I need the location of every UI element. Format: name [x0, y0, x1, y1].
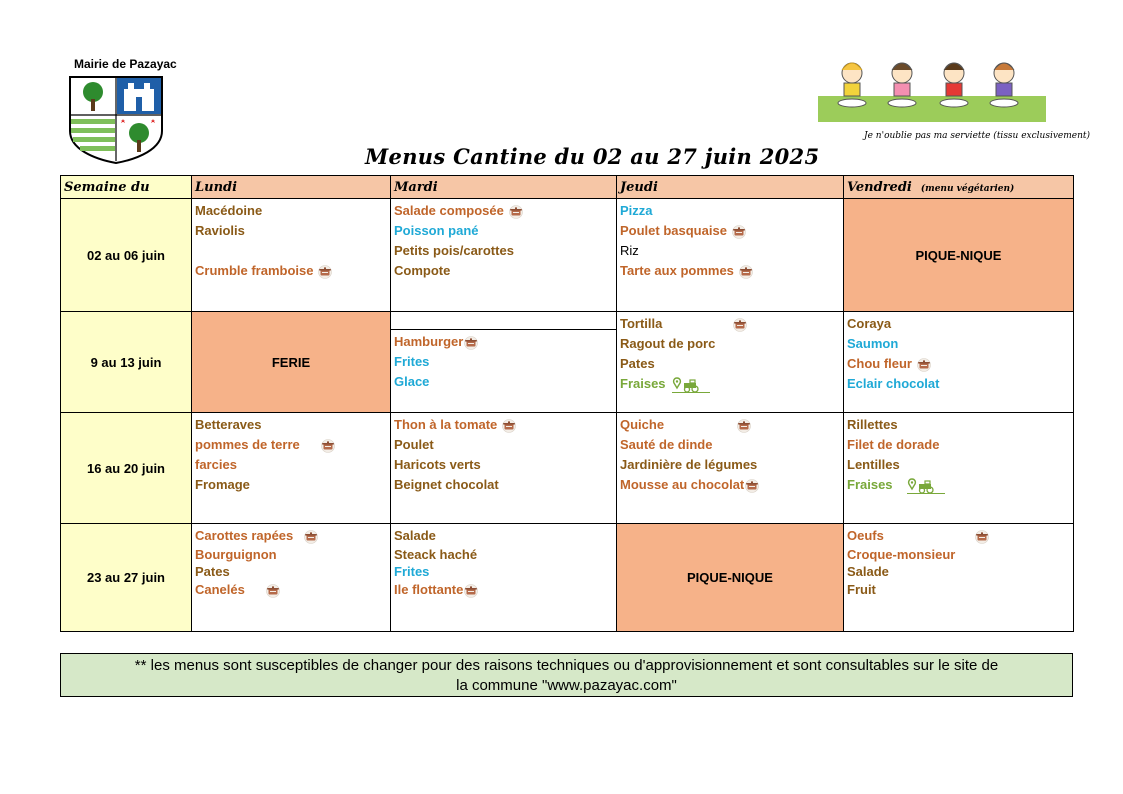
footer-line-1: ** les menus sont susceptibles de changer pour des raisons techniques ou d'approvisionnement et sont consultables sur le site de [134, 657, 999, 674]
homemade-pot-icon [731, 225, 747, 239]
menu-item: Steack haché [394, 547, 478, 562]
menu-item: Bourguignon [195, 547, 277, 562]
menu-item: Fruit [847, 582, 876, 597]
menu-item: Pizza [620, 203, 653, 218]
menu-item: Haricots verts [394, 457, 481, 472]
menu-item: Frites [394, 354, 430, 369]
menu-item: Jardinière de légumes [620, 457, 758, 472]
menu-item: Ile flottante [394, 580, 613, 600]
holiday-cell: FERIE [192, 312, 391, 413]
menu-item: Eclair chocolat [847, 376, 940, 391]
picnic-cell: PIQUE-NIQUE [617, 524, 844, 632]
menu-item: Crumble framboise [195, 261, 387, 281]
homemade-pot-icon [303, 530, 319, 544]
homemade-pot-icon [320, 439, 336, 453]
menu-item: farcies [195, 457, 237, 472]
local-farm-icon [907, 478, 945, 494]
menu-cell-lundi [192, 199, 391, 312]
menu-item: Ragout de porc [620, 336, 716, 351]
footer-line-2: la commune "www.pazayac.com" [456, 677, 677, 694]
page-title: Menus Cantine du 02 au 27 juin 2025 [365, 144, 820, 169]
week-label: 9 au 13 juin [61, 312, 192, 413]
homemade-pot-icon [736, 419, 752, 433]
menu-item: Chou fleur [847, 354, 1070, 374]
menu-item: Oeufs [847, 526, 1070, 546]
header-lundi: Lundi [192, 176, 391, 199]
menu-item: Raviolis [195, 223, 245, 238]
menu-item: Canelés [195, 580, 387, 600]
homemade-pot-icon [732, 318, 748, 332]
homemade-pot-icon [974, 530, 990, 544]
menu-cell-jeudi [617, 199, 844, 312]
menu-cell-lundi [192, 413, 391, 524]
table-row [61, 524, 1074, 632]
menu-cell-mardi [391, 199, 617, 312]
vegetarian-note: (menu végétarien) [920, 183, 1015, 194]
menu-item: Salade [394, 528, 436, 543]
homemade-pot-icon [738, 265, 754, 279]
menu-item: Mousse au chocolat [620, 475, 840, 495]
menu-item: Petits pois/carottes [394, 243, 514, 258]
homemade-pot-icon [916, 358, 932, 372]
menu-item: Tortilla [620, 314, 840, 334]
header-vendredi: Vendredi (menu végétarien) [844, 176, 1074, 199]
mairie-label: Mairie de Pazayac [74, 57, 177, 71]
homemade-pot-icon [265, 584, 281, 598]
local-farm-icon [672, 377, 710, 393]
menu-item: Croque-monsieur [847, 547, 956, 562]
menu-item: Hamburger [394, 332, 613, 352]
menu-cell-lundi [192, 524, 391, 632]
menu-item: Riz [620, 243, 639, 258]
menu-item: Betteraves [195, 417, 262, 432]
menu-item: Pates [195, 564, 230, 579]
menu-item: Salade composée [394, 201, 613, 221]
header-semaine: Semaine du [61, 176, 192, 199]
napkin-note: Je n'oublie pas ma serviette (tissu exclusivement) [864, 131, 1091, 141]
menu-item: Poulet [394, 437, 434, 452]
menu-item: Thon à la tomate [394, 415, 613, 435]
menu-item: Carottes rapées [195, 526, 387, 546]
menu-cell-vendredi [844, 413, 1074, 524]
table-row [61, 413, 1074, 524]
week-label: 02 au 06 juin [61, 199, 192, 312]
menu-cell-mardi [391, 312, 617, 413]
menu-item: Beignet chocolat [394, 477, 499, 492]
menu-item: Rillettes [847, 417, 898, 432]
coat-of-arms-icon [68, 75, 164, 165]
menu-item: Sauté de dinde [620, 437, 713, 452]
menu-cell-jeudi [617, 413, 844, 524]
table-row [61, 312, 1074, 413]
menu-cell-mardi [391, 413, 617, 524]
menu-item: Macédoine [195, 203, 263, 218]
menu-cell-jeudi [617, 312, 844, 413]
menu-item: Salade [847, 564, 889, 579]
menu-item: Compote [394, 263, 451, 278]
homemade-pot-icon [463, 584, 479, 598]
header-mardi: Mardi [391, 176, 617, 199]
cell-divider [391, 329, 616, 330]
menu-item: Fraises [847, 475, 1070, 495]
menu-item: Pates [620, 356, 655, 371]
menu-item: Poisson pané [394, 223, 479, 238]
header-jeudi: Jeudi [617, 176, 844, 199]
menu-item: Fromage [195, 477, 250, 492]
menu-item: Poulet basquaise [620, 221, 840, 241]
menu-cell-vendredi [844, 524, 1074, 632]
picnic-cell: PIQUE-NIQUE [844, 199, 1074, 312]
menu-item: Quiche [620, 415, 840, 435]
children-at-table-icon [818, 56, 1046, 122]
homemade-pot-icon [501, 419, 517, 433]
menu-item [195, 241, 387, 261]
menu-item: Frites [394, 564, 430, 579]
footer-disclaimer [60, 653, 1073, 697]
homemade-pot-icon [508, 205, 524, 219]
week-label: 23 au 27 juin [61, 524, 192, 632]
menu-item: Lentilles [847, 457, 900, 472]
menu-item: Saumon [847, 336, 899, 351]
menu-item: Fraises [620, 374, 840, 394]
homemade-pot-icon [463, 336, 479, 350]
table-row [61, 199, 1074, 312]
menu-item: Coraya [847, 316, 892, 331]
menu-cell-vendredi [844, 312, 1074, 413]
menu-item: Glace [394, 374, 430, 389]
week-label: 16 au 20 juin [61, 413, 192, 524]
menu-item: Tarte aux pommes [620, 261, 840, 281]
menu-cell-mardi [391, 524, 617, 632]
menu-item: Filet de dorade [847, 437, 940, 452]
homemade-pot-icon [317, 265, 333, 279]
menu-table [60, 175, 1074, 632]
homemade-pot-icon [744, 479, 760, 493]
table-header-row [61, 176, 1074, 199]
menu-item: pommes de terre [195, 435, 387, 455]
